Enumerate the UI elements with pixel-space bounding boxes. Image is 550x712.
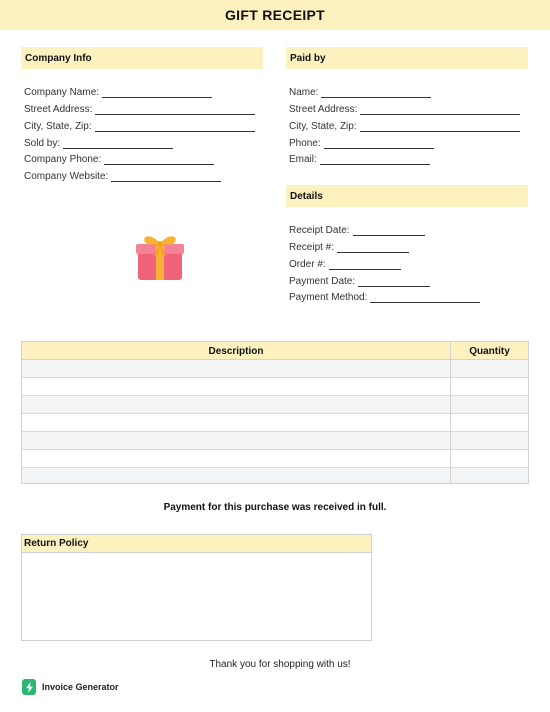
city-state-zip-field[interactable]: City, State, Zip:	[24, 121, 255, 132]
thanks-message: Thank you for shopping with us!	[209, 659, 351, 670]
payment-date-field[interactable]: Payment Date:	[289, 276, 430, 287]
receipt-date-field[interactable]: Receipt Date:	[289, 225, 425, 236]
payment-note: Payment for this purchase was received in full.	[163, 502, 387, 513]
items-table-header	[22, 342, 528, 360]
brand[interactable]	[22, 679, 119, 695]
paid-by-heading-label: Paid by	[290, 52, 326, 64]
company-info-heading	[21, 47, 263, 69]
table-row[interactable]	[22, 450, 528, 468]
items-table	[21, 341, 529, 484]
receipt-number-field[interactable]: Receipt #:	[289, 242, 409, 253]
name-field[interactable]: Name:	[289, 87, 431, 98]
table-row[interactable]	[22, 414, 528, 432]
order-number-field[interactable]: Order #:	[289, 259, 401, 270]
column-header-description: Description	[208, 345, 264, 357]
return-policy-text[interactable]	[22, 553, 371, 640]
company-website-field[interactable]: Company Website:	[24, 171, 221, 182]
table-row[interactable]	[22, 396, 528, 414]
return-policy-box[interactable]	[21, 534, 372, 641]
paid-street-address-field[interactable]: Street Address:	[289, 104, 520, 115]
table-row[interactable]	[22, 432, 528, 450]
brand-name: Invoice Generator	[42, 682, 119, 692]
phone-field[interactable]: Phone:	[289, 138, 434, 149]
paid-city-state-zip-field[interactable]: City, State, Zip:	[289, 121, 520, 132]
lightning-bolt-icon	[22, 679, 36, 695]
column-header-quantity: Quantity	[469, 345, 510, 357]
company-phone-field[interactable]: Company Phone:	[24, 154, 214, 165]
company-info-heading-label: Company Info	[25, 52, 92, 64]
column-divider	[450, 342, 451, 483]
company-name-field[interactable]: Company Name:	[24, 87, 212, 98]
table-row[interactable]	[22, 360, 528, 378]
details-heading-label: Details	[290, 190, 323, 202]
details-heading	[286, 185, 528, 207]
gift-box-icon	[132, 228, 188, 284]
table-row[interactable]	[22, 378, 528, 396]
return-policy-heading: Return Policy	[22, 535, 371, 553]
page-title: GIFT RECEIPT	[224, 7, 326, 23]
sold-by-field[interactable]: Sold by:	[24, 138, 173, 149]
email-field[interactable]: Email:	[289, 154, 430, 165]
table-row[interactable]	[22, 468, 528, 483]
street-address-field[interactable]: Street Address:	[24, 104, 255, 115]
payment-method-field[interactable]: Payment Method:	[289, 292, 480, 303]
paid-by-heading	[286, 47, 528, 69]
title-bar	[0, 0, 550, 30]
